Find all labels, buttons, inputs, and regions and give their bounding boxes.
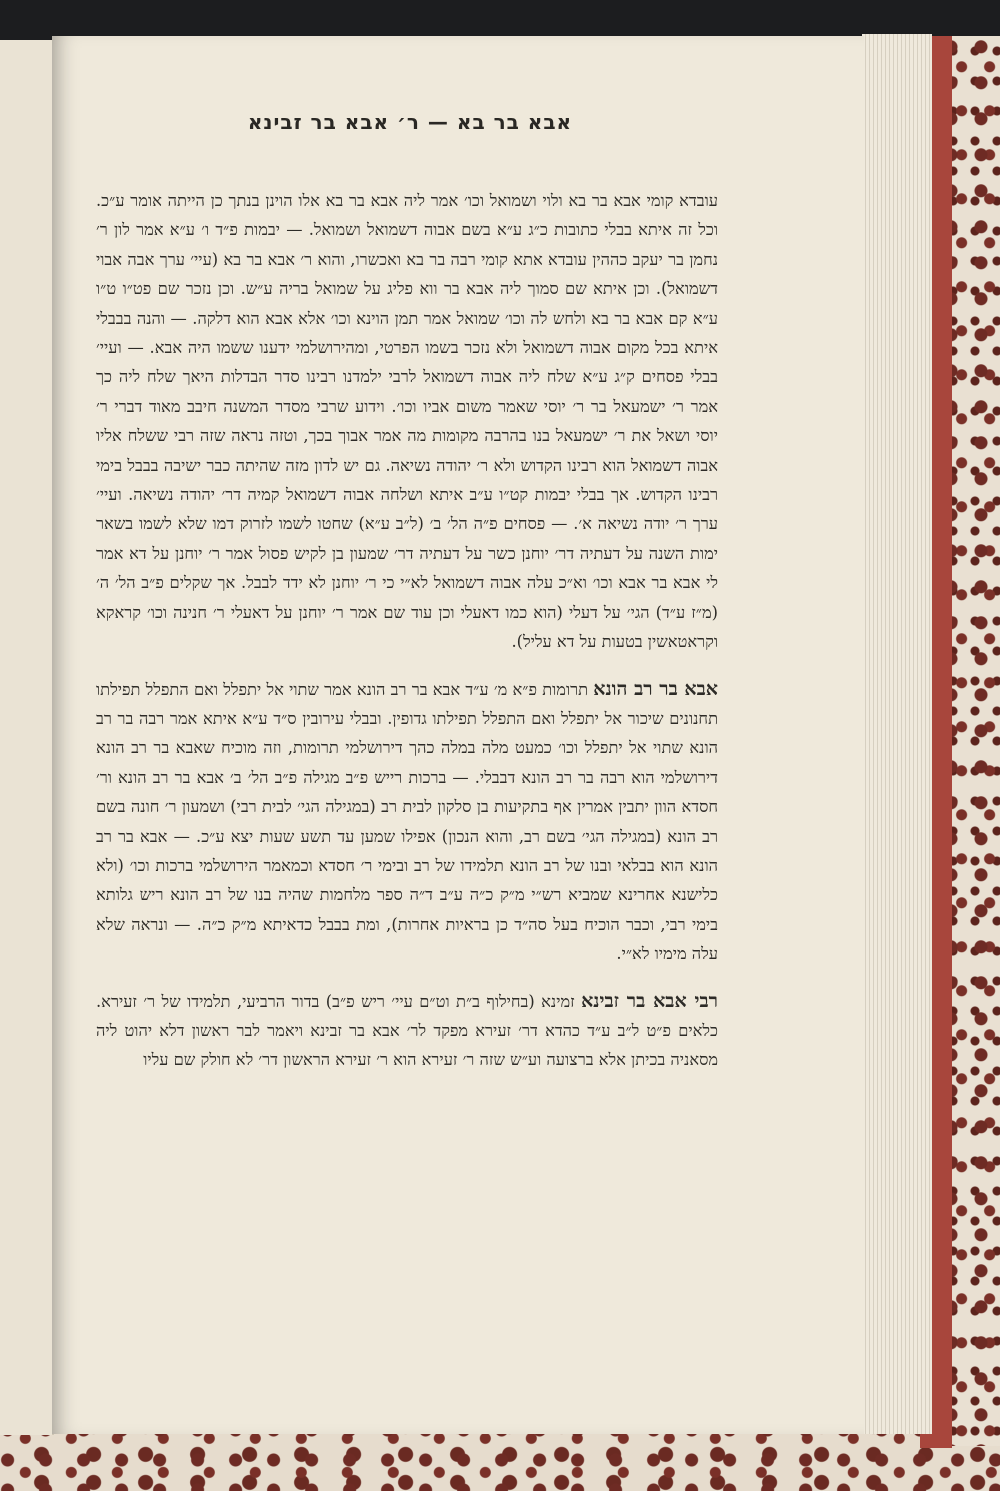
entry-heading: רבי אבא בר זבינא (581, 989, 718, 1012)
paragraph-1 (96, 186, 718, 657)
left-page-edge (0, 40, 54, 1435)
entry-heading: אבא בר רב הונא (593, 677, 718, 700)
paragraph-2 (96, 675, 718, 969)
paragraph-1-text: עובדא קומי אבא בר בא ולוי ושמואל וכו׳ אמר ליה אבא בר בא אלו הוינן בנתך כן הייתה אומר ע״כ. וכל זה איתא בבלי כתובות כ״ג ע״א בשם אבוה דשמואל ושמואל. — יבמות פ״ד ו׳ ע״א אמר לון ר׳ נחמן בר יעקב כההין עובדא אתא קומי רבה בר בא ואכשרו, והוא ר׳ אבא בר בא (עיי׳ ערך אבה אבוי דשמואל). וכן איתא שם סמוך ליה אבא בר ווא פליג על שמואל בריה ע״ש. וכן נזכר שם פט״ו ט״ו ע״א קם אבא בר בא ולחש לה וכו׳ שמואל אמר תמן הוינא וכו׳ אלא אבא הוא דלקה. — והנה בבבלי איתא בכל מקום אבוה דשמואל ולא נזכר בשמו הפרטי, ומהירושלמי ידענו ששמו היה אבא. — ועיי׳ בבלי פסחים ק״ג ע״א שלח ליה אבוה דשמואל לרבי ילמדנו רבינו סדר הבדלות היאך שלח ליה כך אמר ר׳ ישמעאל בר ר׳ יוסי שאמר משום אביו וכו׳. וידוע שרבי מסדר המשנה חיבב מאוד דברי ר׳ יוסי ושאל את ר׳ ישמעאל בנו בהרבה מקומות מה אמר אבוך בכך, וטזה נראה שזה רבי ששלח אליו אבוה דשמואל הוא רבינו הקדוש ולא ר׳ יהודה נשיאה. גם יש לדון מזה שהיתה כבר ישיבה בבבל בימי רבינו הקדוש. אך בבלי יבמות קט״ו ע״ב איתא ושלחה אבוה דשמואל קמיה דר׳ יהודה נשיאה. ועיי׳ ערך ר׳ יודה נשיאה א׳. — פסחים פ״ה הל׳ ב׳ (ל״ב ע״א) שחטו לשמו לזרוק דמו שלא לשמו בשאר ימות השנה על דעתיה דר׳ יוחנן כשר על דעתיה דר׳ שמעון בן לקיש פסול אמר ר׳ יוחנן על דא אמר לי אבא בר אבא וכו׳ וא״כ עלה אבוה דשמואל לא״י כי ר׳ יוחנן לא ידד לבבל. אך שקלים פ״ב הל׳ ה׳ (מ״ז ע״ד) הגי׳ על דעלי (הוא כמו דאעלי וכן עוד שם אמר ר׳ יוחנן על דאעלי ר׳ חנינה וכו׳ קראקא וקראטאשין בטעות על דא עליל). (96, 191, 718, 652)
paragraph-3 (96, 987, 718, 1075)
running-head: אבא בר בא — ר׳ אבא בר זבינא (247, 110, 573, 134)
paragraph-3-text: זמינא (בחילוף ב״ת וט״ם עיי׳ ריש פ״ב) בדור הרביעי, תלמידו של ר׳ זעירא. כלאים פ״ט ל״ב ע״ד כהדא דר׳ זעירא מפקד לר׳ אבא בר זבינא ויאמר לבר ראשון דלא יהוט ליה מסאניה בכיתן אלא ברצועה וע״ש שזה ר׳ זעירא הוא ר׳ זעירא הראשון דר׳ לא חולק שם עליו (96, 991, 718, 1070)
page-body (96, 186, 718, 1075)
page-block-edges (862, 34, 932, 1434)
paragraph-2-text: תרומות פ״א מ׳ ע״ד אבא בר רב הונא אמר שתוי אל יתפלל ואם התפלל תפילתו תחנונים שיכור אל יתפלל ואם התפלל תפילתו גדופין. ובבלי עירובין ס״ד ע״א איתא אמר רבה בר רב הונא שתוי אל יתפלל וכו׳ כמעט מלה במלה כהך דירושלמי תרומות, וזה מוכיח שאבא בר רב הונא דירושלמי הוא רבה בר רב הונא דבבלי. — ברכות רייש פ״ב מגילה פ״ב הל׳ ב׳ אבא בר רב הונא ור׳ חסדא הוון יתבין אמרין אף בתקיעות בן סלקון לבית רב (במגילה הגי׳ לבית רבי) ושמעון ר׳ חונה בשם רב הונא (במגילה הגי׳ בשם רב, והוא הנכון) אפילו שמען עד תשע שעות יצא ע״כ. — אבא בר רב הונא הוא בבלאי ובנו של רב הונא תלמידו של רב ובימי ר׳ חסדא וכמאמר הירושלמי ברכות וכו׳ (ולא כלישנא אחרינא שמביא רש״י מ״ק כ״ה ע״ב ד״ה ספר מלחמות שהיה בנו של רב הונא ריש גלותא בימי רבי, וכבר הוכיח בעל סה״ד כן בראיות אחרות), ומת בבבל כדאיתא מ״ק כ״ה. — ונראה שלא עלה מימיו לא״י. (96, 679, 718, 964)
